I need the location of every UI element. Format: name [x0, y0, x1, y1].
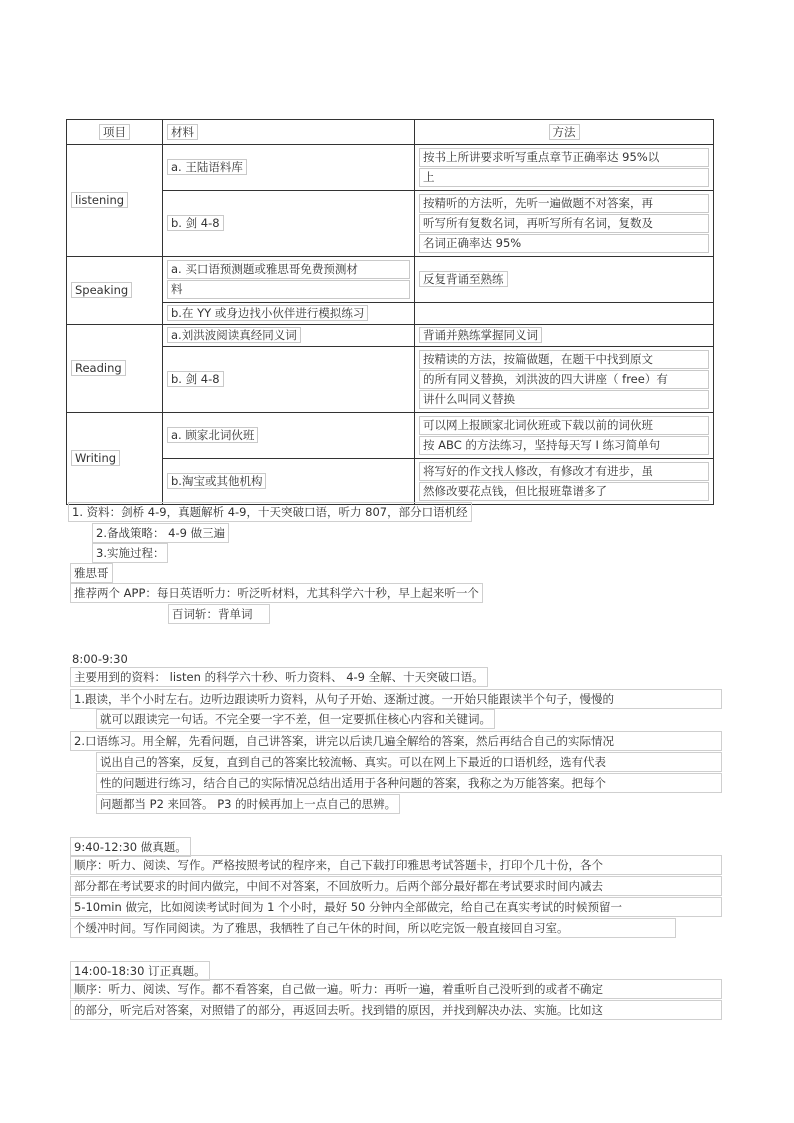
speaking-practice-line-1: 2.口语练习。用全解，先看问题，自己讲答案，讲完以后读几遍全解给的答案，然后再结合自己的实际情况 — [70, 731, 722, 751]
listening-material-a: a. 王陆语料库 — [163, 145, 415, 191]
time-slot-2: 9:40-12:30 做真题。 — [70, 837, 191, 857]
reading-material-b: b. 剑 4-8 — [163, 347, 415, 413]
speaking-method-a: 反复背诵至熟练 — [415, 257, 714, 303]
table-row — [67, 413, 714, 459]
table-row — [67, 325, 714, 347]
speaking-label-cell: Speaking — [67, 257, 163, 325]
header-material: 材料 — [163, 120, 415, 145]
listening-label-cell: listening — [67, 145, 163, 257]
table-header-row — [67, 120, 714, 145]
speaking-practice-line-4: 问题都当 P2 来回答。 P3 的时候再加上一点自己的思辨。 — [96, 794, 400, 814]
shadowing-line-2: 就可以跟读完一句话。不完全要一字不差，但一定要抓住核心内容和关键词。 — [96, 709, 495, 729]
review-line-2: 的部分，听完后对答案，对照错了的部分，再返回去听。找到错的原因，并找到解决办法、实施。比如这 — [70, 1000, 722, 1020]
table-row — [67, 459, 714, 505]
strategy-line: 2.备战策略： 4-9 做三遍 — [92, 523, 229, 543]
reading-method-b: 按精读的方法，按篇做题，在题干中找到原文 的所有同义替换，刘洪波的四大讲座（ free）有 讲什么叫同义替换 — [415, 347, 714, 413]
review-line-1: 顺序：听力、阅读、写作。都不看答案，自己做一遍。听力：再听一遍，着重听自己没听到的或者不确定 — [70, 979, 722, 999]
morning-materials-line: 主要用到的资料： listen 的科学六十秒、听力资料、 4-9 全解、十天突破口语。 — [70, 667, 488, 687]
speaking-method-b — [415, 303, 714, 325]
table-row — [67, 347, 714, 413]
writing-material-a: a. 顾家北词伙班 — [163, 413, 415, 459]
mock-exam-line-3: 5-10min 做完，比如阅读考试时间为 1 个小时，最好 50 分钟内全部做完，给自己在真实考试的时候预留一 — [70, 897, 722, 917]
writing-method-b: 将写好的作文找人修改，有修改才有进步，虽 然修改要花点钱，但比报班靠谱多了 — [415, 459, 714, 505]
speaking-material-a: a. 买口语预测题或雅思哥免费预测材 料 — [163, 257, 415, 303]
speaking-practice-line-2: 说出自己的答案，反复，直到自己的答案比较流畅、真实。可以在网上下最近的口语机经，选有代表 — [96, 752, 722, 772]
table-row — [67, 303, 714, 325]
writing-material-b: b.淘宝或其他机构 — [163, 459, 415, 505]
materials-line: 1. 资料：剑桥 4-9，真题解析 4-9，十天突破口语，听力 807，部分口语机经 — [68, 502, 472, 522]
listening-method-a: 按书上所讲要求听写重点章节正确率达 95%以 上 — [415, 145, 714, 191]
time-slot-1: 8:00-9:30 — [72, 652, 128, 666]
app-name-line: 雅思哥 — [70, 563, 113, 583]
listening-material-b: b. 剑 4-8 — [163, 191, 415, 257]
mock-exam-line-2: 部分都在考试要求的时间内做完，中间不对答案，不回放听力。后两个部分最好都在考试要求时间内减去 — [70, 876, 722, 896]
mock-exam-line-1: 顺序：听力、阅读、写作。严格按照考试的程序来，自己下载打印雅思考试答题卡，打印个几十份，各个 — [70, 855, 722, 875]
header-project: 项目 — [67, 120, 163, 145]
baicizhan-line: 百词斩：背单词 — [168, 604, 270, 624]
reading-material-a: a.刘洪波阅读真经同义词 — [163, 325, 415, 347]
reading-label-cell: Reading — [67, 325, 163, 413]
listening-method-b: 按精听的方法听，先听一遍做题不对答案，再 听写所有复数名词，再听写所有名词，复数及 名词正确率达 95% — [415, 191, 714, 257]
table-row — [67, 145, 714, 191]
reading-method-a: 背诵并熟练掌握同义词 — [415, 325, 714, 347]
speaking-material-b: b.在 YY 或身边找小伙伴进行模拟练习 — [163, 303, 415, 325]
study-plan-table — [66, 119, 714, 505]
app-recommend-line: 推荐两个 APP：每日英语听力：听泛听材料，尤其科学六十秒，早上起来听一个 — [70, 583, 483, 603]
process-heading: 3.实施过程： — [92, 543, 168, 563]
writing-label-cell: Writing — [67, 413, 163, 505]
time-slot-3: 14:00-18:30 订正真题。 — [70, 961, 210, 981]
header-method: 方法 — [415, 120, 714, 145]
speaking-practice-line-3: 性的问题进行练习，结合自己的实际情况总结出适用于各种问题的答案，我称之为万能答案。把每个 — [96, 773, 722, 793]
writing-method-a: 可以网上报顾家北词伙班或下载以前的词伙班 按 ABC 的方法练习，坚持每天写 I 练习简单句 — [415, 413, 714, 459]
mock-exam-line-4: 个缓冲时间。写作同阅读。为了雅思，我牺牲了自己午休的时间，所以吃完饭一般直接回自习室。 — [70, 918, 676, 938]
shadowing-line-1: 1.跟读，半个小时左右。边听边跟读听力资料，从句子开始、逐渐过渡。一开始只能跟读半个句子，慢慢的 — [70, 689, 722, 709]
table-row — [67, 191, 714, 257]
table-row — [67, 257, 714, 303]
